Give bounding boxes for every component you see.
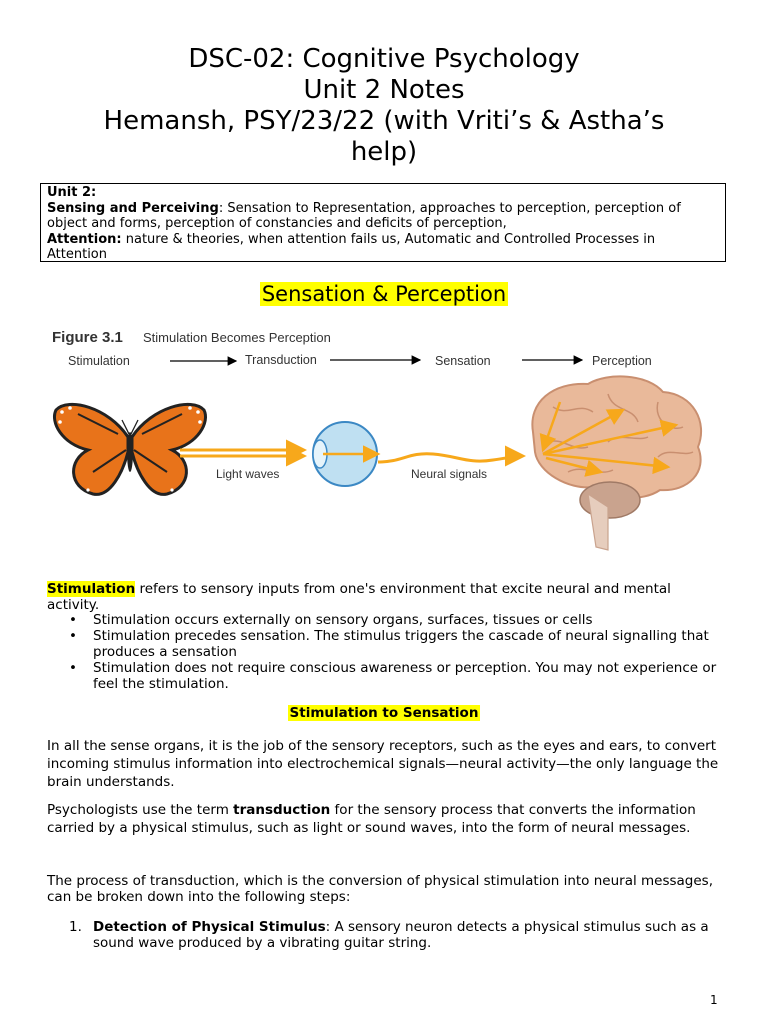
light-waves-label: Light waves — [216, 467, 280, 481]
sensing-label: Sensing and Perceiving — [47, 200, 219, 216]
list-item — [47, 919, 723, 951]
transduction-after: for the sensory process that converts the information carried by a physical stimulus, such as light or sound waves, into the form of neural messages. — [47, 802, 696, 836]
attention-text: nature & theories, when attention fails us, Automatic and Controlled Processes in Attention — [47, 231, 656, 263]
stimulation-definition-text: refers to sensory inputs from one's environment that excite neural and mental activity. — [47, 581, 671, 613]
subheading-text: Stimulation to Sensation — [289, 705, 479, 721]
step-text: : A sensory neuron detects a physical stimulus such as a sound wave produced by a vibrating guitar string. — [93, 919, 709, 951]
neural-signals-label: Neural signals — [411, 467, 488, 481]
figure-caption: Stimulation Becomes Perception — [143, 330, 331, 345]
bullet-text: Stimulation occurs externally on sensory organs, surfaces, tissues or cells — [93, 612, 593, 628]
brain-illustration — [532, 376, 701, 550]
transduction-before: Psychologists use the term — [47, 802, 234, 818]
section-heading — [0, 279, 768, 309]
stage-stimulation: Stimulation — [68, 354, 130, 368]
bullet-text: Stimulation precedes sensation. The stimulus triggers the cascade of neural signalling that produces a sensation — [93, 628, 709, 660]
title-line-2: Unit 2 Notes — [303, 75, 465, 105]
neural-signal-arrow — [378, 454, 523, 462]
unit-summary-box — [40, 183, 726, 262]
stage-sensation: Sensation — [435, 354, 491, 368]
subheading — [0, 705, 768, 721]
receptors-paragraph: In all the sense organs, it is the job of the sensory receptors, such as the eyes and ears, to convert incoming stimulus information into electrochemical signals—neural activity—the only language the brain understands. — [47, 738, 719, 790]
page-number: 1 — [710, 993, 718, 1007]
transduction-paragraph — [47, 801, 723, 837]
section-heading-text: Sensation & Perception — [261, 282, 507, 306]
list-item — [47, 628, 723, 660]
step-label: Detection of Physical Stimulus — [93, 919, 326, 935]
stimulation-bullet-list — [47, 612, 723, 692]
bullet-marker: • — [69, 660, 77, 676]
attention-label: Attention: — [47, 231, 122, 247]
figure-number: Figure 3.1 — [52, 329, 123, 346]
step-number: 1. — [69, 919, 82, 935]
stimulation-definition — [47, 581, 723, 613]
transduction-term: transduction — [233, 802, 331, 818]
bullet-text: Stimulation does not require conscious awareness or perception. You may not experience or feel the stimulation. — [93, 660, 717, 692]
list-item — [47, 612, 723, 628]
stimulation-term: Stimulation — [47, 581, 136, 597]
unit-box-title: Unit 2: — [47, 185, 97, 200]
title-line-4: help) — [350, 137, 418, 167]
stage-transduction: Transduction — [245, 353, 317, 367]
stage-perception: Perception — [592, 354, 652, 368]
list-item — [47, 660, 723, 692]
bullet-marker: • — [69, 612, 77, 628]
bullet-marker: • — [69, 628, 77, 644]
title-line-1: DSC-02: Cognitive Psychology — [188, 44, 580, 74]
title-line-3: Hemansh, PSY/23/22 (with Vriti’s & Astha’s — [103, 106, 665, 136]
document-title — [40, 44, 728, 168]
process-paragraph: The process of transduction, which is the conversion of physical stimulation into neural messages, can be broken down into the following steps: — [47, 873, 714, 905]
figure-stimulation-perception — [48, 322, 718, 557]
eye-illustration — [313, 422, 378, 486]
sensing-text: : Sensation to Representation, approaches to perception, perception of object and forms, perception of constancies and deficits of perception, — [47, 200, 681, 232]
transduction-steps-list — [47, 919, 723, 951]
